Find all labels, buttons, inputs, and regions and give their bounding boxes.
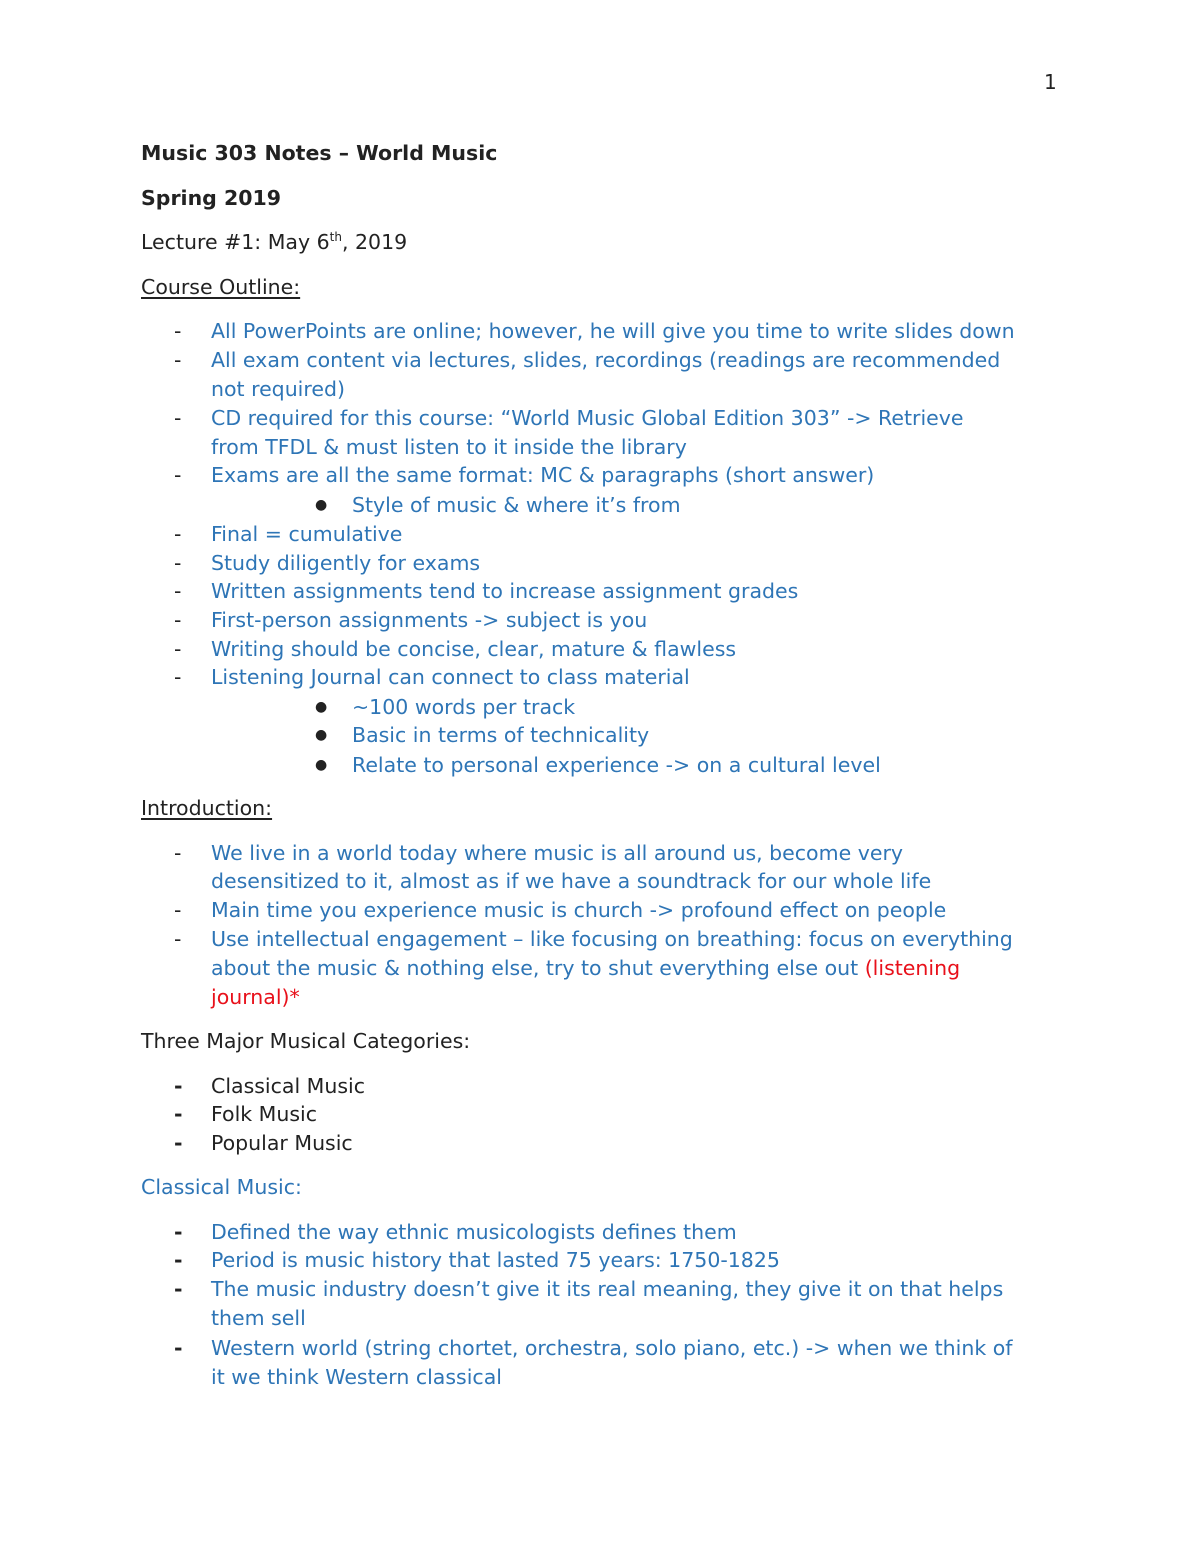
bullet-marker: ●	[315, 497, 328, 513]
outline-subitem: ~100 words per track	[352, 695, 576, 719]
dash-marker: -	[174, 319, 182, 343]
dash-marker: -	[174, 1131, 183, 1155]
document-title: Music 303 Notes – World Music	[141, 141, 498, 165]
dash-marker: -	[174, 608, 182, 632]
outline-item: Study diligently for exams	[211, 551, 481, 575]
intro-item-red-note: (listening	[864, 956, 961, 980]
term: Spring 2019	[141, 186, 282, 210]
categories-heading: Three Major Musical Categories:	[141, 1029, 471, 1053]
course-outline-heading: Course Outline:	[141, 275, 301, 299]
category-item: Classical Music	[211, 1074, 366, 1098]
dash-marker: -	[174, 1336, 183, 1360]
dash-marker: -	[174, 927, 182, 951]
classical-item-continued: them sell	[211, 1306, 306, 1330]
outline-item: First-person assignments -> subject is you	[211, 608, 648, 632]
intro-item-continued: desensitized to it, almost as if we have a soundtrack for our whole life	[211, 869, 932, 893]
dash-marker: -	[174, 579, 182, 603]
category-item: Folk Music	[211, 1102, 318, 1126]
intro-item: Use intellectual engagement – like focusing on breathing: focus on everything	[211, 927, 1013, 951]
dash-marker: -	[174, 1248, 183, 1272]
bullet-marker: ●	[315, 757, 328, 773]
lecture-line	[141, 228, 407, 257]
outline-item: All PowerPoints are online; however, he will give you time to write slides down	[211, 319, 1015, 343]
classical-item: The music industry doesn’t give it its real meaning, they give it on that helps	[211, 1277, 1004, 1301]
intro-item: Main time you experience music is church -> profound effect on people	[211, 898, 947, 922]
classical-item: Western world (string chortet, orchestra, solo piano, etc.) -> when we think of	[211, 1336, 1013, 1360]
outline-item: Writing should be concise, clear, mature & flawless	[211, 637, 737, 661]
outline-item: Exams are all the same format: MC & paragraphs (short answer)	[211, 463, 875, 487]
classical-item: Defined the way ethnic musicologists defines them	[211, 1220, 737, 1244]
classical-item-continued: it we think Western classical	[211, 1365, 502, 1389]
outline-item: Final = cumulative	[211, 522, 403, 546]
outline-item: Written assignments tend to increase assignment grades	[211, 579, 799, 603]
outline-item: All exam content via lectures, slides, recordings (readings are recommended	[211, 348, 1001, 372]
dash-marker: -	[174, 1074, 183, 1098]
dash-marker: -	[174, 348, 182, 372]
bullet-marker: ●	[315, 699, 328, 715]
dash-marker: -	[174, 1102, 183, 1126]
category-item: Popular Music	[211, 1131, 353, 1155]
introduction-heading: Introduction:	[141, 796, 273, 820]
classical-heading: Classical Music:	[141, 1175, 302, 1199]
dash-marker: -	[174, 522, 182, 546]
outline-subitem: Basic in terms of technicality	[352, 723, 650, 747]
dash-marker: -	[174, 841, 182, 865]
outline-item: Listening Journal can connect to class material	[211, 665, 690, 689]
dash-marker: -	[174, 1220, 183, 1244]
bullet-marker: ●	[315, 727, 328, 743]
dash-marker: -	[174, 898, 182, 922]
outline-subitem: Style of music & where it’s from	[352, 493, 681, 517]
outline-item-continued: from TFDL & must listen to it inside the library	[211, 435, 687, 459]
lecture-prefix: Lecture #1: May 6	[141, 230, 330, 254]
intro-item-text: about the music & nothing else, try to shut everything else out	[211, 956, 859, 980]
intro-item: We live in a world today where music is all around us, become very	[211, 841, 904, 865]
dash-marker: -	[174, 637, 182, 661]
page-number: 1	[1044, 70, 1057, 94]
intro-item-red-note-continued: journal)*	[211, 985, 300, 1009]
dash-marker: -	[174, 551, 182, 575]
outline-item-continued: not required)	[211, 377, 345, 401]
lecture-suffix: , 2019	[341, 230, 408, 254]
dash-marker: -	[174, 406, 182, 430]
outline-subitem: Relate to personal experience -> on a cultural level	[352, 753, 881, 777]
dash-marker: -	[174, 1277, 183, 1301]
outline-item: CD required for this course: “World Music Global Edition 303” -> Retrieve	[211, 406, 964, 430]
lecture-sup: th	[329, 230, 342, 245]
dash-marker: -	[174, 665, 182, 689]
dash-marker: -	[174, 463, 182, 487]
intro-item-continued	[211, 954, 960, 983]
classical-item: Period is music history that lasted 75 years: 1750-1825	[211, 1248, 780, 1272]
